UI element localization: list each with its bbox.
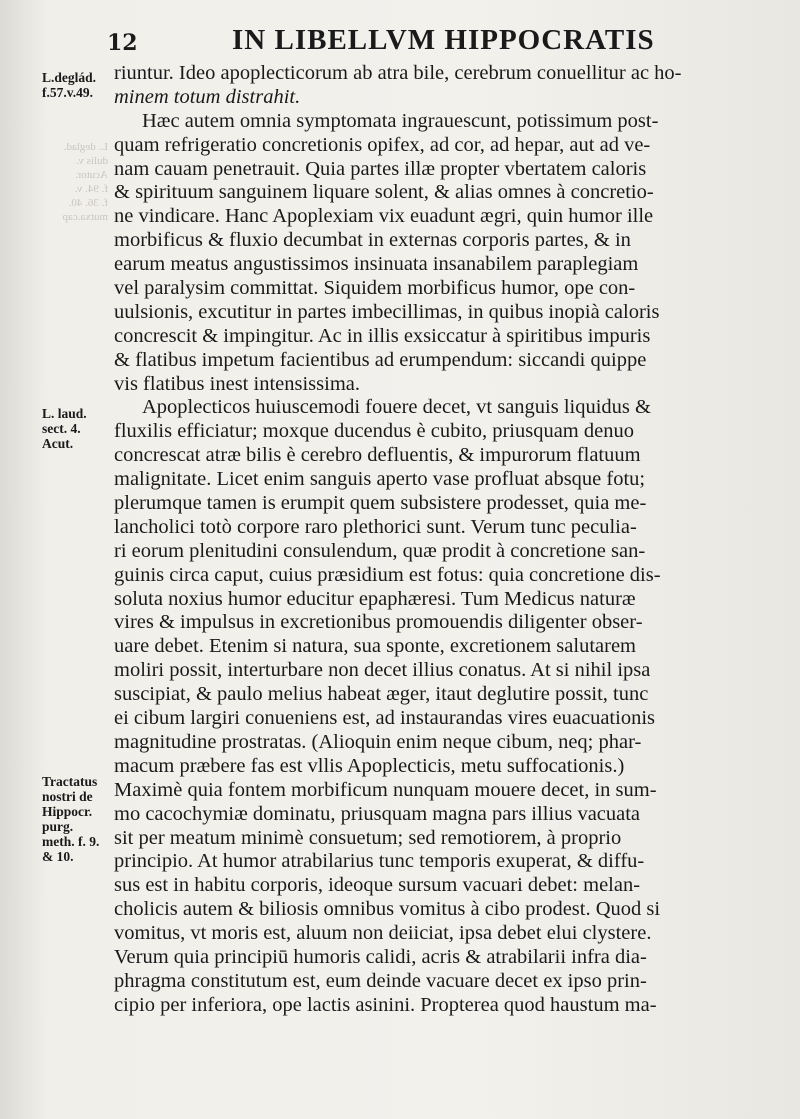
text-line: uulsionis, excutitur in partes imbecillimas, in quibus inopià caloris — [114, 300, 660, 323]
text-line: & spirituum sanguinem liquare solent, & alias omnes à concretio- — [114, 181, 654, 204]
text-line: vis flatibus inest intensissima. — [114, 372, 360, 395]
margin-note-line: Tractatus — [42, 774, 98, 789]
text-line: Verum quia principiū humoris calidi, acris & atrabilarii infra dia- — [114, 945, 647, 968]
text-line: morbificus & fluxio decumbat in externas corporis partes, & in — [114, 229, 631, 252]
text-line: uare debet. Etenim si natura, sua sponte, excretionem salutarem — [114, 635, 636, 658]
text-line: minem totum distrahit. — [114, 85, 301, 108]
text-line: cholicis autem & biliosis omnibus vomitus à cibo prodest. Quod si — [114, 898, 661, 921]
bleed-through-text: L. deglad. dulis v. Acutor. f. 94. v. f. 36. 40. mutxa.cap — [62, 141, 108, 223]
margin-note-line: Acut. — [42, 436, 74, 451]
text-line: concrescit & impingitur. Ac in illis exsiccatur à spiritibus impuris — [114, 324, 651, 347]
text-line: soluta noxius humor educitur epaphæresi. Tum Medicus naturæ — [114, 587, 636, 610]
body-text — [114, 62, 746, 1018]
margin-note-line: sect. 4. — [42, 421, 81, 436]
margin-note-line: f.57.v.49. — [42, 85, 94, 100]
text-line: Hæc autem omnia symptomata ingrauescunt, potissimum post- — [142, 109, 659, 132]
text-line: vires & impulsus in excretionibus promouendis diligenter obser- — [114, 611, 643, 634]
text-line: plerumque tamen is erumpit quem subsistere prodesset, quia me- — [114, 492, 647, 515]
text-line: moliri possit, interturbare non decet illius conatus. At si nihil ipsa — [114, 659, 651, 682]
text-line: vel paralysim committat. Siquidem morbificus humor, ope con- — [114, 277, 636, 300]
text-line: ne vindicare. Hanc Apoplexiam vix euadunt ægri, quin humor ille — [114, 205, 654, 228]
text-line: fluxilis efficiatur; moxque ducendus è cubito, priusquam denuo — [114, 420, 634, 443]
margin-note-line: L.deglád. — [42, 70, 97, 85]
text-line: quam refrigeratio concretionis opifex, ad cor, ad hepar, aut ad ve- — [114, 133, 651, 156]
margin-note-line: purg. — [42, 819, 74, 834]
text-line: guinis circa caput, cuius præsidium est fotus: quia concretione dis- — [114, 563, 661, 586]
text-line: earum meatus angustissimos insinuata insanabilem paraplegiam — [114, 253, 639, 276]
text-line: & flatibus impetum facientibus ad erumpendum: siccandi quippe — [114, 348, 647, 371]
margin-note — [42, 774, 112, 864]
running-title: IN LIBELLVM HIPPOCRATIS — [232, 24, 655, 56]
margin-note — [42, 70, 112, 100]
text-line: lancholici totò corpore raro plethorici sunt. Verum tunc peculia- — [114, 515, 637, 538]
text-line: nam cauam penetrauit. Quia partes illæ propter vbertatem caloris — [114, 157, 647, 180]
text-line: Apoplecticos huiuscemodi fouere decet, vt sanguis liquidus & — [142, 396, 651, 419]
margin-note-line: Hippocr. — [42, 804, 93, 819]
text-line: magnitudine prostratas. (Alioquin enim neque cibum, neq; phar- — [114, 730, 642, 753]
margin-note — [42, 406, 112, 451]
text-line: concrescat atræ bilis è cerebro defluentis, & impurorum flatuum — [114, 444, 641, 467]
page-header — [0, 22, 800, 62]
text-line: mo cacochymiæ dominatu, priusquam magna pars illius vacuata — [114, 802, 641, 825]
text-line: cipio per inferiora, ope lactis asinini. Propterea quod haustum ma- — [114, 993, 657, 1016]
margin-note-line: meth. f. 9. — [42, 834, 100, 849]
margin-note-line: nostri de — [42, 789, 93, 804]
text-line: phragma constitutum est, eum deinde vacuare decet ex ipso prin- — [114, 969, 647, 992]
text-line: riuntur. Ideo apoplecticorum ab atra bile, cerebrum conuellitur ac ho- — [114, 62, 682, 84]
text-line: ei cibum largiri conueniens est, ad instaurandas vires euacuationis — [114, 707, 655, 730]
page-number: 12 — [107, 30, 138, 56]
text-line: macum præbere fas est vllis Apoplecticis, metu suffocationis.) — [114, 754, 625, 777]
text-line: suscipiat, & paulo melius habeat æger, itaut deglutire possit, tunc — [114, 683, 649, 706]
text-line: principio. At humor atrabilarius tunc temporis exuperat, & diffu- — [114, 850, 645, 873]
text-line: malignitate. Licet enim sanguis aperto vase profluat absque fotu; — [114, 468, 646, 491]
text-line: vomitus, vt moris est, aluum non deiiciat, ipsa debet elui clystere. — [114, 922, 652, 945]
margin-note-line: & 10. — [42, 849, 74, 864]
text-line: sus est in habitu corporis, ideoque sursum vacuari debet: melan- — [114, 874, 641, 897]
text-line: ri eorum plenitudini consulendum, quæ prodit à concretione san- — [114, 539, 646, 562]
text-line: Maximè quia fontem morbificum nunquam mouere decet, in sum- — [114, 778, 657, 801]
margin-note-line: L. laud. — [42, 406, 87, 421]
text-line: sit per meatum minimè consuetum; sed remotiorem, à proprio — [114, 826, 622, 849]
